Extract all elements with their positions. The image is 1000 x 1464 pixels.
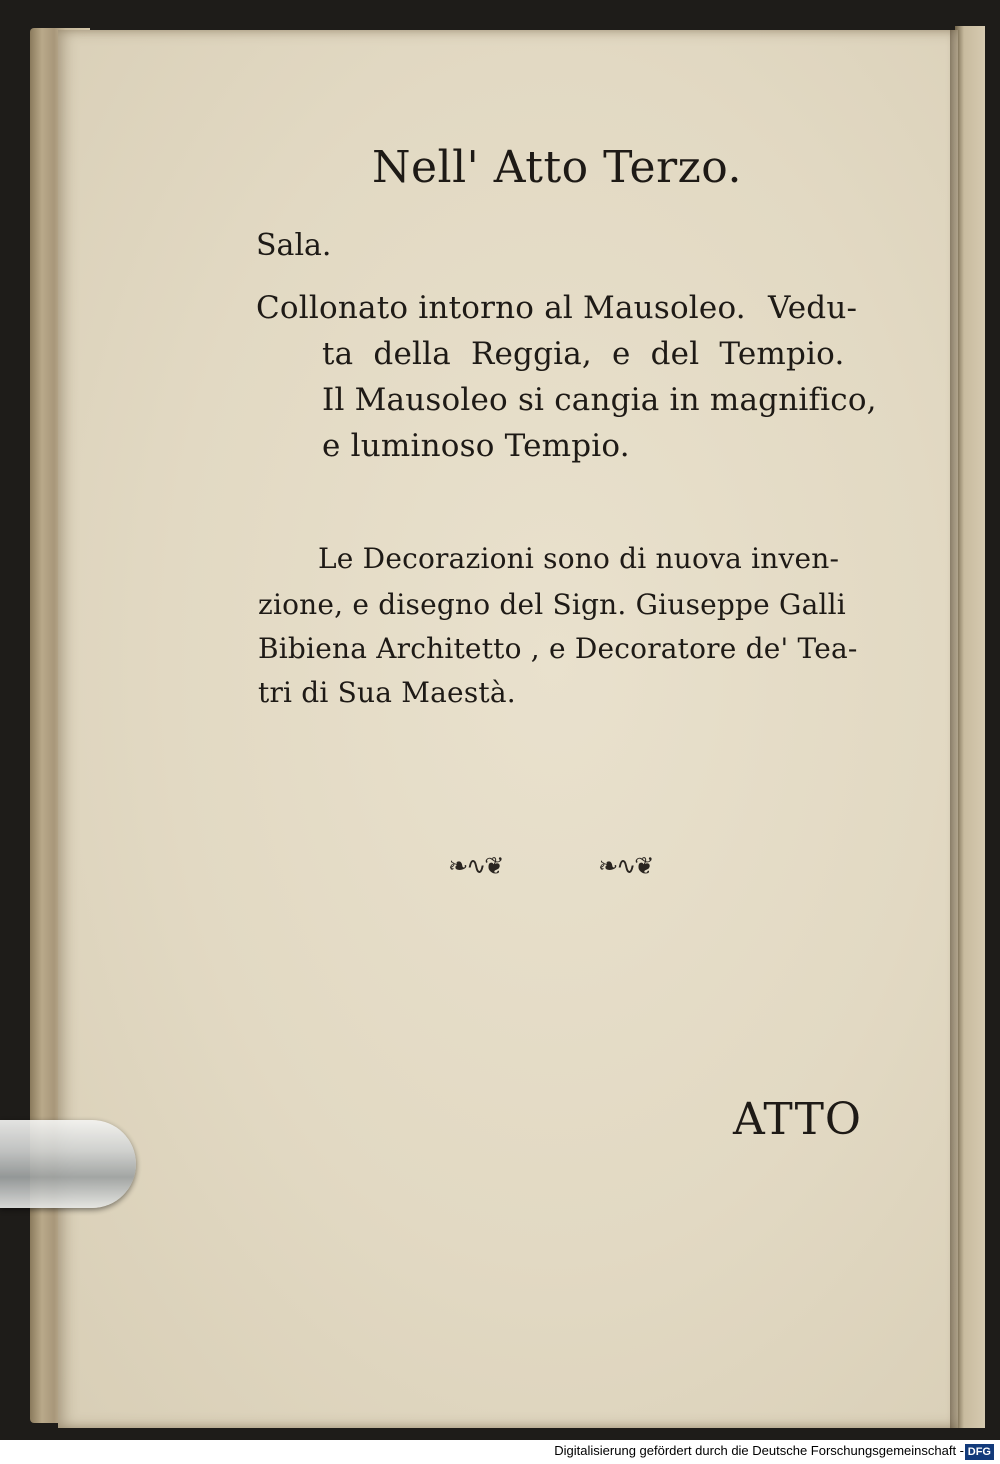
paragraph-line: zione, e disegno del Sign. Giuseppe Galli [258,588,846,621]
paragraph-line: Bibiena Architetto , e Decoratore de' Tea- [258,632,858,665]
printer-ornament-icon: ❧∿❦ [448,852,503,880]
catchword: ATTO [733,1094,862,1145]
scene-line: Vedu- [768,290,858,326]
paragraph-line: Le Decorazioni sono di nuova inven- [318,542,840,575]
scene-line: Collonato intorno al Mausoleo. [256,290,746,326]
paragraph-line: tri di Sua Maestà. [258,676,516,709]
scene-line: Il Mausoleo si cangia in magnifico, [322,382,877,418]
dfg-logo: DFG [965,1444,994,1460]
scene-line: e luminoso Tempio. [322,428,630,464]
digitization-footer [0,1440,1000,1464]
scene-line: ta della Reggia, e del Tempio. [322,336,845,372]
page-gutter-shadow [950,30,960,1428]
page-heading: Nell' Atto Terzo. [372,142,742,193]
printer-ornament-icon: ❧∿❦ [598,852,653,880]
book-page [58,30,958,1428]
scene-label: Sala. [256,228,332,263]
funding-credit: Digitalisierung gefördert durch die Deutsche Forschungsgemeinschaft - [554,1443,964,1458]
glass-page-weight [0,1120,136,1208]
